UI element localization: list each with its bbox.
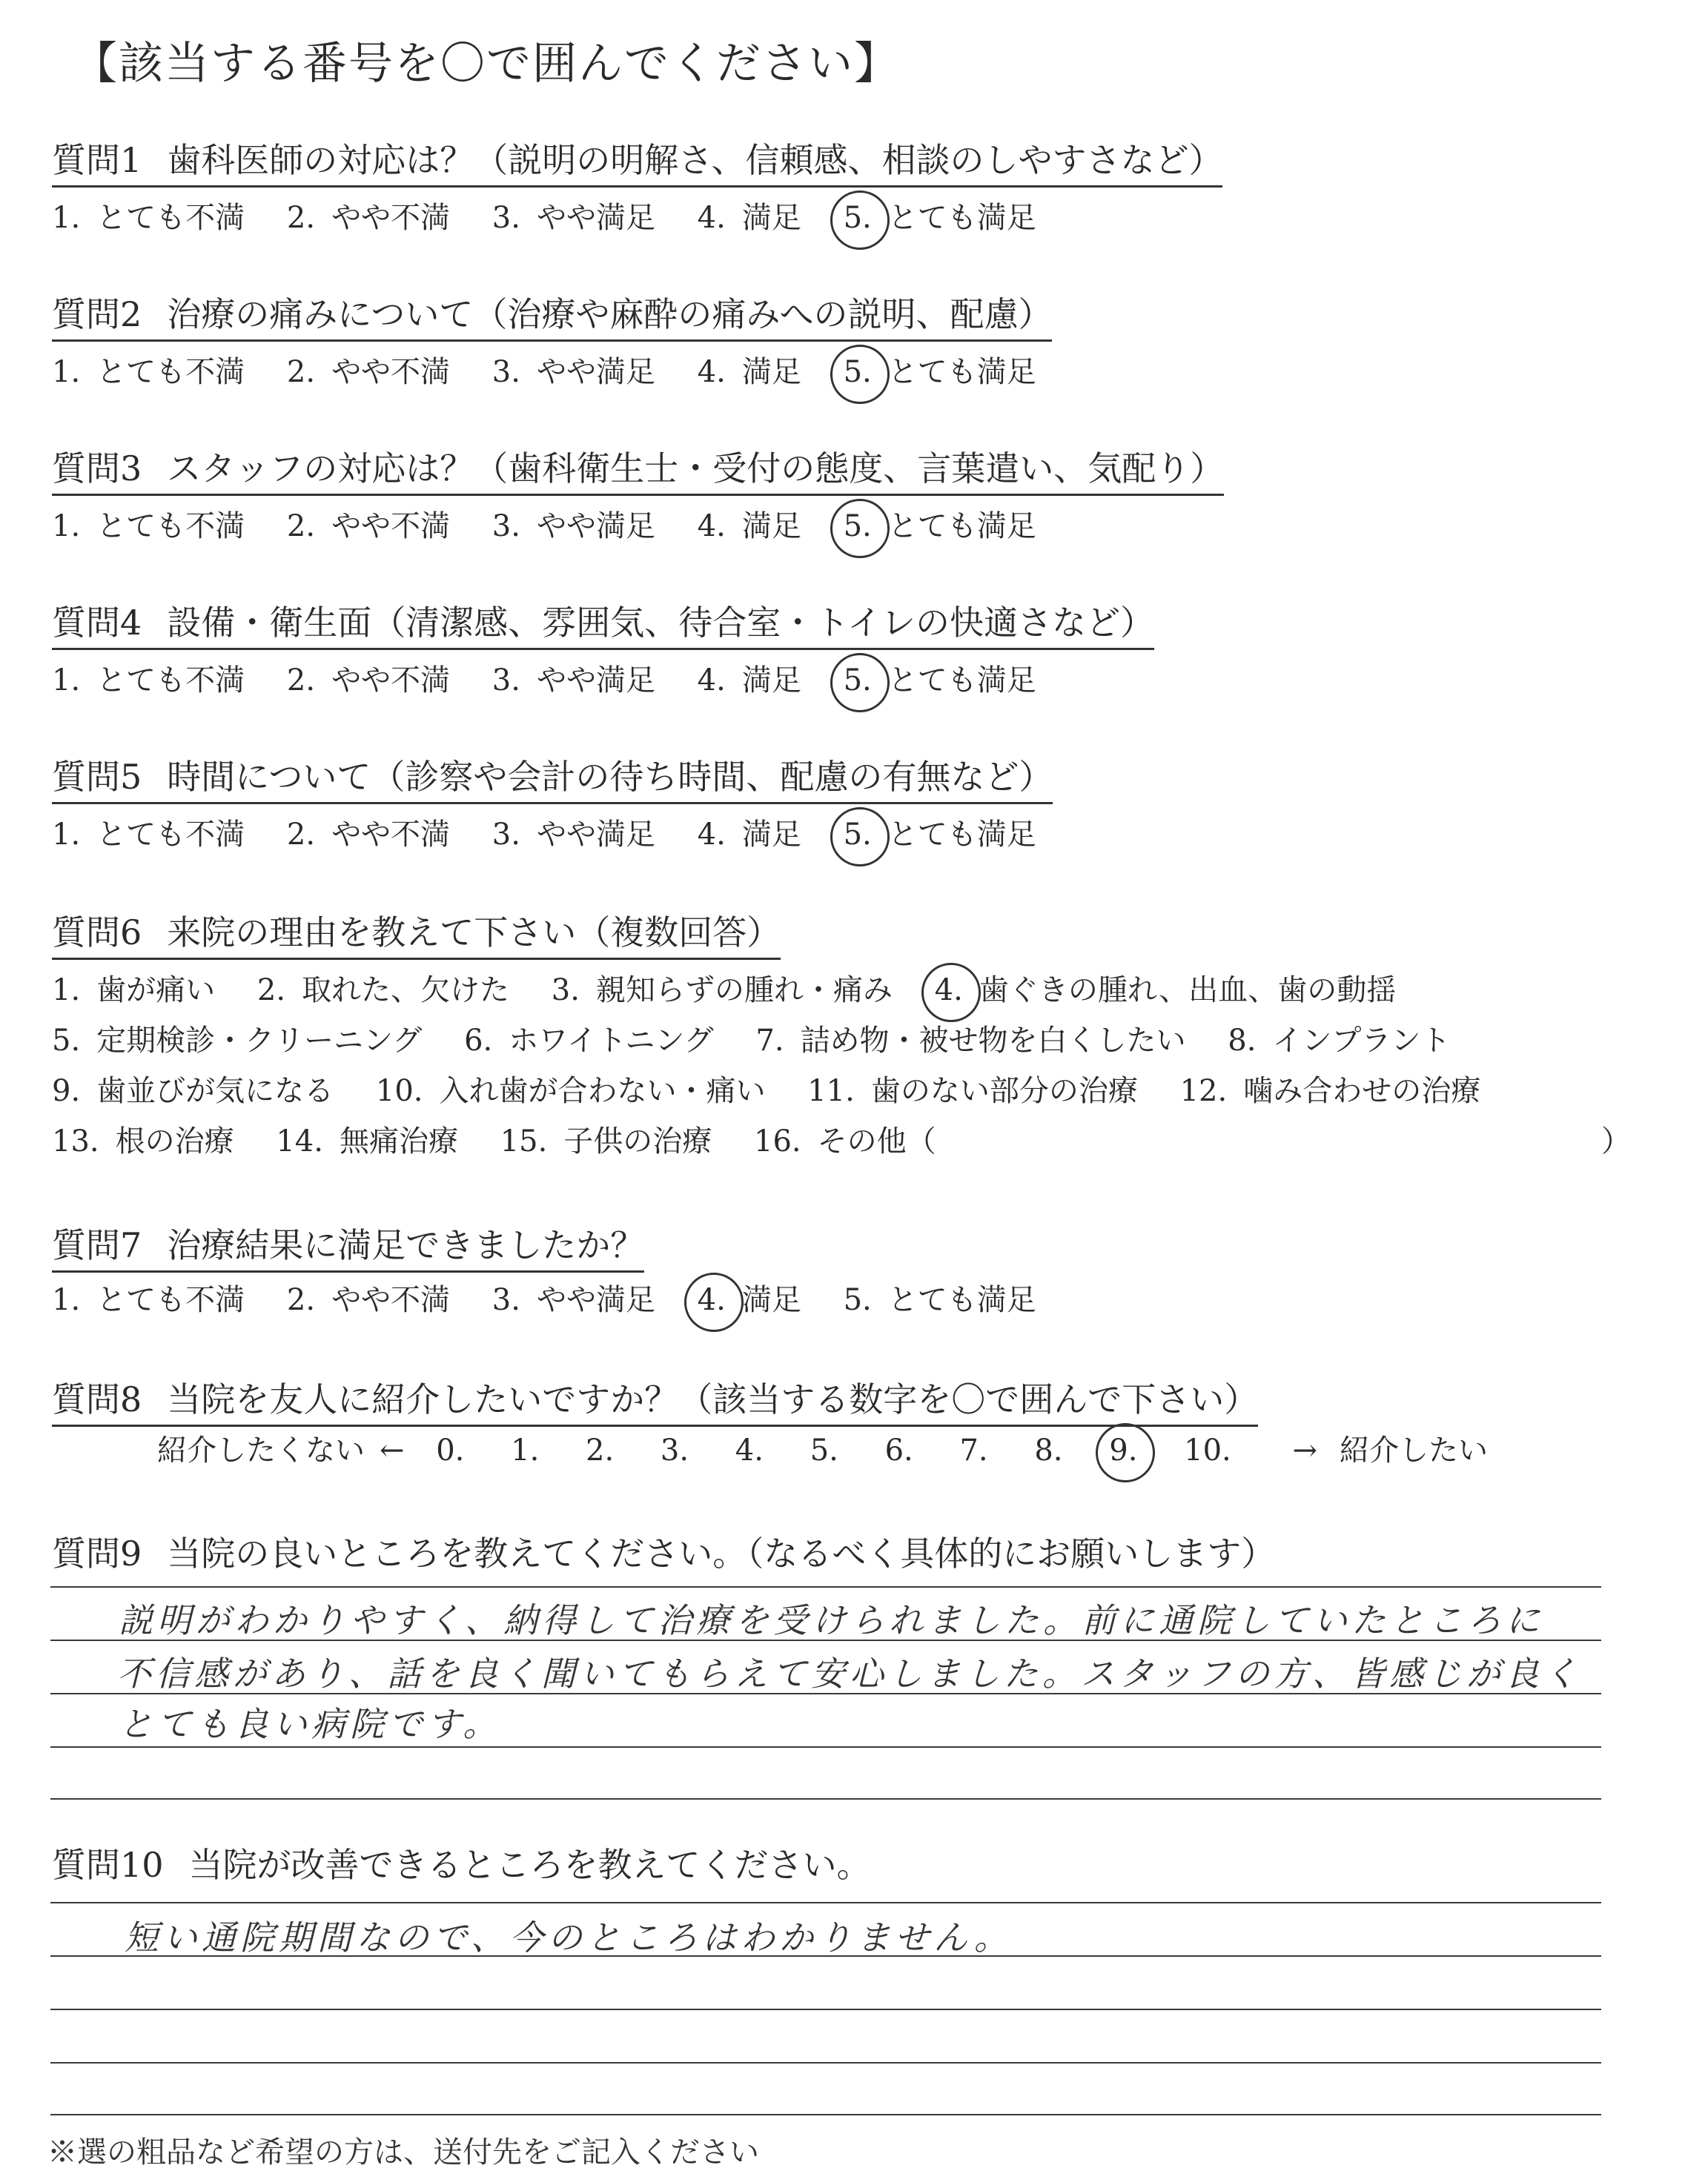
option-1[interactable]: 1. 歯が痛い: [52, 973, 216, 1007]
option-5[interactable]: 5. とても満足: [843, 1283, 1036, 1317]
question-6-options-row-3: [52, 1067, 1513, 1110]
selected-circle-mark: [830, 499, 890, 558]
question-7-heading: [52, 1219, 644, 1273]
handwritten-answer-line: 短い通院期間なので、今のところはわかりません。: [125, 1918, 1013, 1958]
handwritten-answer-line: 不信感があり、話を良く聞いてもらえて安心しました。スタッフの方、皆感じが良く: [117, 1654, 1582, 1694]
question-number: 質問5: [52, 757, 142, 797]
scale-option-4[interactable]: 4.: [735, 1433, 764, 1468]
right-arrow-icon: →: [1292, 1433, 1317, 1468]
option-3[interactable]: 3. やや満足: [491, 818, 655, 852]
option-10[interactable]: 10. 入れ歯が合わない・痛い: [375, 1074, 766, 1108]
option-14[interactable]: 14. 無痛治療: [276, 1124, 458, 1159]
question-9-heading: [52, 1527, 1275, 1576]
left-arrow-icon: ←: [380, 1433, 405, 1468]
question-2-heading: [52, 288, 1052, 342]
option-15[interactable]: 15. 子供の治療: [500, 1124, 712, 1159]
question-text: 設備・衛生面（清潔感、雰囲気、待合室・トイレの快適さなど）: [167, 603, 1154, 643]
scale-option-2[interactable]: 2.: [586, 1433, 615, 1468]
option-4[interactable]: 4. 歯ぐきの腫れ、出血、歯の動揺: [935, 967, 1397, 1009]
footer-note: ※選の粗品など希望の方は、送付先をご記入ください: [47, 2135, 759, 2170]
option-2[interactable]: 2. 取れた、欠けた: [256, 973, 510, 1007]
option-12[interactable]: 12. 噛み合わせの治療: [1179, 1074, 1481, 1108]
option-1[interactable]: 1. とても不満: [52, 663, 245, 697]
scale-option-0[interactable]: 0.: [436, 1433, 465, 1468]
scale-left-label: 紹介したくない: [157, 1433, 365, 1468]
ruled-line: [50, 2009, 1601, 2010]
handwritten-answer-line: とても良い病院です。: [119, 1704, 502, 1744]
selected-circle-mark: [830, 190, 890, 250]
option-1[interactable]: 1. とても不満: [52, 818, 245, 852]
question-number: 質問6: [52, 912, 142, 952]
option-16-other[interactable]: 16. その他（: [754, 1124, 936, 1159]
question-text: 治療結果に満足できましたか？: [167, 1225, 645, 1265]
answer-area-q10[interactable]: [50, 1902, 1601, 2117]
selected-circle-mark: [830, 345, 890, 404]
selected-circle-mark: [830, 807, 890, 866]
question-1-options: [52, 194, 1069, 236]
question-10-heading: [52, 1838, 871, 1887]
question-text: スタッフの対応は？（歯科衛生士・受付の態度、言葉遣い、気配り）: [167, 448, 1225, 488]
option-5[interactable]: 5. とても満足: [844, 503, 1036, 545]
option-7[interactable]: 7. 詰め物・被せ物を白くしたい: [755, 1024, 1186, 1058]
question-number: 質問1: [52, 140, 142, 180]
option-13[interactable]: 13. 根の治療: [52, 1124, 234, 1159]
question-5-options: [52, 811, 1069, 853]
question-4-heading: [52, 596, 1154, 650]
question-number: 質問2: [52, 294, 142, 334]
scale-option-10[interactable]: 10.: [1184, 1433, 1231, 1468]
scale-option-7[interactable]: 7.: [959, 1433, 988, 1468]
question-8-heading: [52, 1373, 1258, 1427]
option-1[interactable]: 1. とても不満: [52, 355, 245, 389]
option-1[interactable]: 1. とても不満: [52, 201, 245, 235]
question-3-heading: [52, 442, 1224, 496]
question-5-heading: [52, 750, 1053, 804]
question-4-options: [52, 657, 1069, 699]
ruled-line: [50, 1902, 1601, 1903]
option-5[interactable]: 5. とても満足: [844, 657, 1036, 699]
option-4[interactable]: 4. 満足: [697, 201, 801, 235]
ruled-line: [50, 1798, 1601, 1800]
question-3-options: [52, 503, 1069, 545]
question-text: 歯科医師の対応は？（説明の明解さ、信頼感、相談のしやすさなど）: [167, 140, 1223, 180]
question-7-options: [52, 1276, 1069, 1319]
ruled-line: [50, 2062, 1601, 2064]
selected-circle-mark: [921, 963, 981, 1022]
option-5[interactable]: 5. とても満足: [844, 194, 1036, 236]
question-text: 時間について（診察や会計の待ち時間、配慮の有無など）: [167, 757, 1053, 797]
question-text: 当院の良いところを教えてください。（なるべく具体的にお願いします）: [167, 1534, 1276, 1574]
ruled-line: [50, 2114, 1601, 2115]
option-5[interactable]: 5. 定期検診・クリーニング: [52, 1024, 423, 1058]
option-1[interactable]: 1. とても不満: [52, 1283, 245, 1317]
option-2[interactable]: 2. やや不満: [286, 663, 451, 697]
question-1-heading: [52, 133, 1222, 188]
question-text: 治療の痛みについて（治療や麻酔の痛みへの説明、配慮）: [167, 294, 1053, 334]
answer-area-q9[interactable]: [50, 1586, 1601, 1801]
option-1[interactable]: 1. とても不満: [52, 509, 245, 543]
question-2-options: [52, 348, 1069, 391]
selected-circle-mark: [684, 1273, 744, 1332]
selected-circle-mark: [1096, 1423, 1155, 1482]
option-2[interactable]: 2. やや不満: [286, 355, 451, 389]
ruled-line: [50, 1586, 1601, 1588]
option-9[interactable]: 9. 歯並びが気になる: [52, 1074, 334, 1108]
option-11[interactable]: 11. 歯のない部分の治療: [807, 1074, 1138, 1108]
option-4[interactable]: 4. 満足: [697, 509, 801, 543]
scale-option-1[interactable]: 1.: [511, 1433, 540, 1468]
question-number: 質問10: [52, 1845, 164, 1885]
selected-circle-mark: [830, 653, 890, 712]
question-number: 質問7: [52, 1225, 142, 1265]
option-3[interactable]: 3. やや満足: [491, 355, 655, 389]
question-number: 質問8: [52, 1379, 142, 1419]
scale-option-8[interactable]: 8.: [1034, 1433, 1063, 1468]
question-text: 当院が改善できるところを教えてください。: [188, 1845, 871, 1885]
option-4[interactable]: 4. 満足: [697, 663, 801, 697]
question-text: 当院を友人に紹介したいですか？（該当する数字を〇で囲んで下さい）: [167, 1379, 1259, 1419]
question-6-heading: [52, 906, 781, 960]
handwritten-answer-line: 説明がわかりやすく、納得して治療を受けられました。前に通院していたところに: [119, 1600, 1545, 1640]
option-4[interactable]: 4. 満足: [697, 355, 801, 389]
page-title: 【該当する番号を〇で囲んでください】: [73, 38, 900, 90]
question-number: 質問3: [52, 448, 142, 488]
question-6-options-row-1: [52, 967, 1429, 1009]
question-6-options-row-4: [52, 1118, 969, 1160]
scale-right-label: 紹介したい: [1340, 1433, 1488, 1468]
scale-option-5[interactable]: 5.: [810, 1433, 838, 1468]
option-3[interactable]: 3. やや満足: [491, 201, 655, 235]
option-3[interactable]: 3. やや満足: [491, 663, 655, 697]
option-5[interactable]: 5. とても満足: [844, 811, 1036, 853]
option-3[interactable]: 3. やや満足: [491, 1283, 655, 1317]
option-8[interactable]: 8. インプラント: [1228, 1024, 1451, 1058]
option-2[interactable]: 2. やや不満: [286, 509, 451, 543]
option-4[interactable]: 4. 満足: [697, 818, 801, 852]
question-number: 質問4: [52, 603, 142, 643]
recommend-scale: [157, 1427, 1488, 1469]
option-2[interactable]: 2. やや不満: [286, 1283, 451, 1317]
scale-option-3[interactable]: 3.: [660, 1433, 689, 1468]
question-number: 質問9: [52, 1534, 142, 1574]
question-text: 来院の理由を教えて下さい（複数回答）: [167, 912, 781, 952]
question-6-options-row-2: [52, 1017, 1483, 1059]
option-6[interactable]: 6. ホワイトニング: [464, 1024, 714, 1058]
ruled-line: [50, 1746, 1601, 1748]
option-4[interactable]: 4. 満足: [698, 1276, 801, 1319]
option-2[interactable]: 2. やや不満: [286, 818, 451, 852]
option-3[interactable]: 3. 親知らずの腫れ・痛み: [551, 973, 893, 1007]
other-close-paren: ）: [1601, 1124, 1631, 1159]
scale-option-9[interactable]: 9.: [1109, 1433, 1137, 1468]
option-5[interactable]: 5. とても満足: [844, 348, 1036, 391]
option-2[interactable]: 2. やや不満: [286, 201, 451, 235]
scale-option-6[interactable]: 6.: [884, 1433, 913, 1468]
option-3[interactable]: 3. やや満足: [491, 509, 655, 543]
